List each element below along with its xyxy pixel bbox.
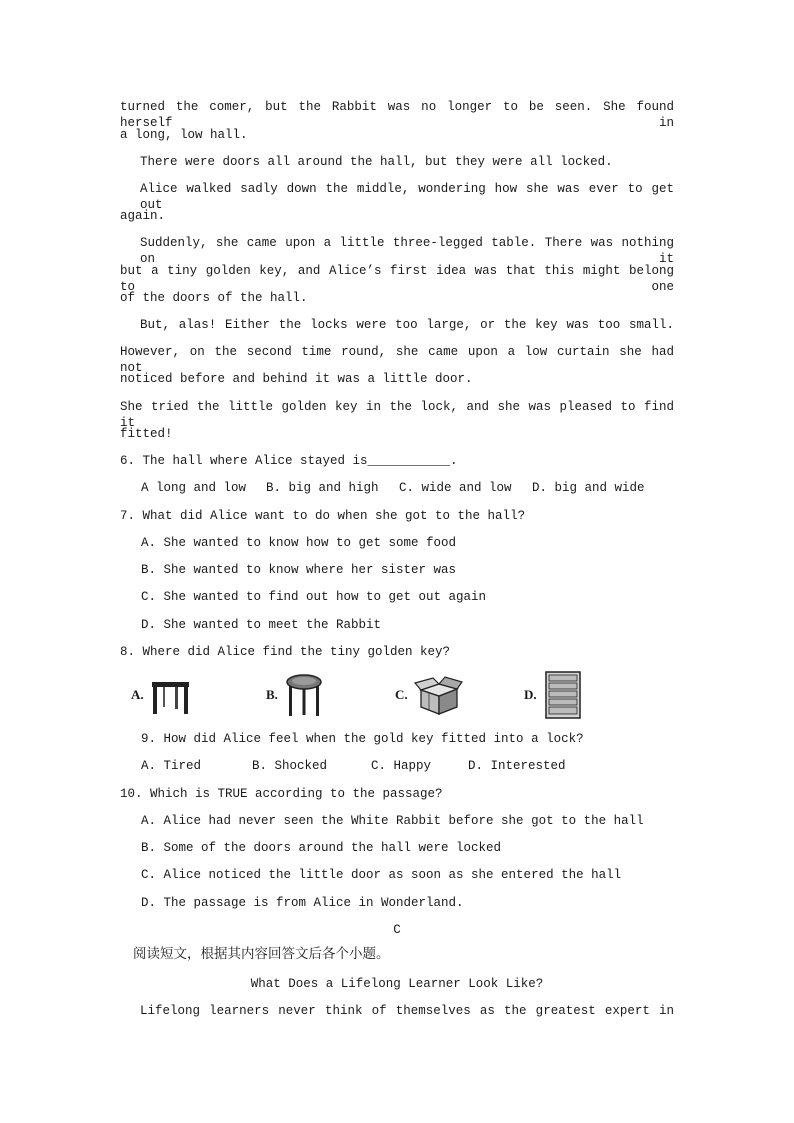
passage-line: but a tiny golden key, and Alice’s first idea was that this might belong to one xyxy=(120,264,674,294)
question-9-option-d[interactable]: D. Interested xyxy=(468,759,566,773)
question-6-stem: 6. The hall where Alice stayed is___________. xyxy=(120,454,458,468)
question-6-option-c[interactable]: C. wide and low xyxy=(399,481,512,495)
question-6-option-a[interactable]: A long and low xyxy=(141,481,247,495)
passage-line: fitted! xyxy=(120,427,173,441)
question-8-option-d-label[interactable]: D. xyxy=(524,687,537,702)
passage-line: Suddenly, she came upon a little three-legged table. There was nothing on it xyxy=(140,236,674,266)
question-6-option-b[interactable]: B. big and high xyxy=(266,481,379,495)
passage-line: She tried the little golden key in the lock, and she was pleased to find it xyxy=(120,400,674,430)
section-instruction: 阅读短文，根据其内容回答文后各个小题。 xyxy=(133,946,390,962)
question-6-option-d[interactable]: D. big and wide xyxy=(532,481,645,495)
passage-line: noticed before and behind it was a little door. xyxy=(120,372,473,386)
question-8-stem: 8. Where did Alice find the tiny golden key? xyxy=(120,645,451,659)
section-letter: C xyxy=(393,923,401,937)
round-table-icon[interactable] xyxy=(284,673,324,718)
question-7-stem: 7. What did Alice want to do when she got to the hall? xyxy=(120,509,526,523)
passage-line: of the doors of the hall. xyxy=(120,291,308,305)
question-7-option-b[interactable]: B. She wanted to know where her sister was xyxy=(141,563,457,577)
question-8-option-a-label[interactable]: A. xyxy=(131,687,144,702)
passage-line: again. xyxy=(120,209,166,223)
passage-line: a long, low hall. xyxy=(120,128,248,142)
question-10-option-d[interactable]: D. The passage is from Alice in Wonderland. xyxy=(141,896,464,910)
question-10-option-b[interactable]: B. Some of the doors around the hall were locked xyxy=(141,841,502,855)
question-9-stem: 9. How did Alice feel when the gold key fitted into a lock? xyxy=(141,732,584,746)
passage-line: There were doors all around the hall, but they were all locked. xyxy=(140,155,613,169)
question-8-option-b-label[interactable]: B. xyxy=(266,687,278,702)
article-title: What Does a Lifelong Learner Look Like? xyxy=(250,977,544,991)
table-icon[interactable] xyxy=(151,680,191,716)
passage-line: Lifelong learners never think of themselves as the greatest expert in xyxy=(140,1004,674,1018)
question-9-option-b[interactable]: B. Shocked xyxy=(252,759,328,773)
question-9-option-c[interactable]: C. Happy xyxy=(371,759,432,773)
box-icon[interactable] xyxy=(413,676,463,716)
passage-line: However, on the second time round, she came upon a low curtain she had not xyxy=(120,345,674,375)
passage-line: turned the comer, but the Rabbit was no longer to be seen. She found herself in xyxy=(120,100,674,130)
drawer-cabinet-icon[interactable] xyxy=(545,671,581,719)
question-10-option-a[interactable]: A. Alice had never seen the White Rabbit before she got to the hall xyxy=(141,814,644,828)
passage-line: But, alas! Either the locks were too large, or the key was too small. xyxy=(140,318,674,332)
question-7-option-a[interactable]: A. She wanted to know how to get some food xyxy=(141,536,457,550)
question-9-option-a[interactable]: A. Tired xyxy=(141,759,202,773)
question-7-option-d[interactable]: D. She wanted to meet the Rabbit xyxy=(141,618,382,632)
question-7-option-c[interactable]: C. She wanted to find out how to get out again xyxy=(141,590,487,604)
question-10-option-c[interactable]: C. Alice noticed the little door as soon as she entered the hall xyxy=(141,868,622,882)
question-10-stem: 10. Which is TRUE according to the passage? xyxy=(120,787,443,801)
question-8-option-c-label[interactable]: C. xyxy=(395,687,408,702)
passage-line: Alice walked sadly down the middle, wondering how she was ever to get out xyxy=(140,182,674,212)
